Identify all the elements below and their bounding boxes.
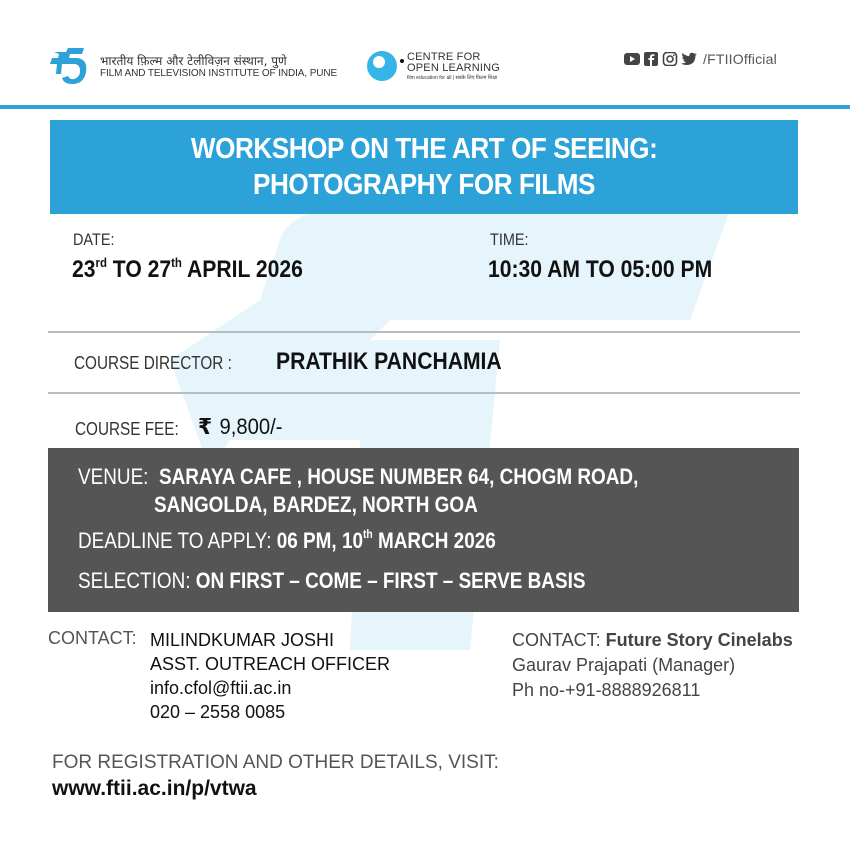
contact-primary-designation: ASST. OUTREACH OFFICER: [150, 654, 391, 674]
social-handle[interactable]: /FTIIOfficial: [703, 51, 777, 67]
deadline-value-rest: MARCH 2026: [372, 528, 496, 553]
deadline-value-prefix: 06 PM, 10: [276, 528, 363, 553]
contact-secondary-person: Gaurav Prajapati (Manager): [512, 655, 736, 675]
deadline-value-suffix: th: [362, 527, 373, 541]
contact-secondary: [512, 628, 793, 703]
registration-url-link[interactable]: www.ftii.ac.in/p/vtwa: [52, 777, 257, 800]
registration-label: FOR REGISTRATION AND OTHER DETAILS, VISIT:: [52, 752, 499, 773]
workshop-title-line1: WORKSHOP ON THE ART OF SEEING:: [190, 133, 658, 165]
contact-secondary-label: CONTACT:: [512, 630, 606, 650]
contact-primary-phone: 020 – 2558 0085: [150, 702, 286, 722]
course-fee-label: COURSE FEE:: [75, 419, 179, 439]
selection-label: SELECTION:: [78, 568, 196, 593]
contact-secondary-line1: [512, 628, 793, 653]
course-director-label: COURSE DIRECTOR :: [74, 353, 232, 373]
contact-secondary-phone: Ph no-+91-8888926811: [512, 680, 701, 700]
venue-address-line1: SARAYA CAFE , HOUSE NUMBER 64, CHOGM ROAD,: [158, 464, 639, 489]
course-fee-amount: 9,800/-: [219, 414, 283, 439]
contact-secondary-organization: Future Story Cinelabs: [605, 630, 793, 650]
date-end-suffix: th: [171, 255, 182, 270]
cfol-tagline: film education for all | सबके लिए फ़िल्म शिक्षा: [407, 75, 498, 81]
deadline-label: DEADLINE TO APPLY:: [78, 528, 277, 553]
date-end-day: 27: [147, 256, 172, 283]
date-start-day: 23: [72, 256, 96, 283]
date-start-suffix: rd: [95, 255, 107, 270]
ftii-name-hindi: भारतीय फ़िल्म और टेलीविज़न संस्थान, पुणे: [100, 54, 287, 68]
contact-primary-label: CONTACT:: [48, 628, 137, 648]
ftii-name-english: FILM AND TELEVISION INSTITUTE OF INDIA, PUNE: [100, 68, 338, 79]
selection-value: ON FIRST – COME – FIRST – SERVE BASIS: [195, 568, 586, 593]
contact-primary-name: MILINDKUMAR JOSHI: [150, 630, 335, 650]
cfol-title-line2: OPEN LEARNING: [407, 62, 501, 74]
cfol-title-line1: CENTRE FOR: [407, 51, 481, 63]
date-label: DATE:: [73, 230, 115, 249]
contact-primary-email[interactable]: info.cfol@ftii.ac.in: [150, 678, 292, 698]
date-to: TO: [106, 256, 148, 283]
workshop-title-line2: PHOTOGRAPHY FOR FILMS: [253, 169, 595, 201]
venue-label: VENUE:: [78, 464, 154, 489]
rupee-icon: ₹: [198, 414, 213, 439]
date-month-year: APRIL 2026: [181, 256, 303, 283]
venue-address-line2: SANGOLDA, BARDEZ, NORTH GOA: [154, 492, 478, 517]
contact-primary-details: [150, 628, 390, 724]
time-label: TIME:: [490, 230, 529, 249]
time-value: 10:30 AM TO 05:00 PM: [488, 256, 713, 283]
course-director-value: PRATHIK PANCHAMIA: [276, 348, 502, 375]
